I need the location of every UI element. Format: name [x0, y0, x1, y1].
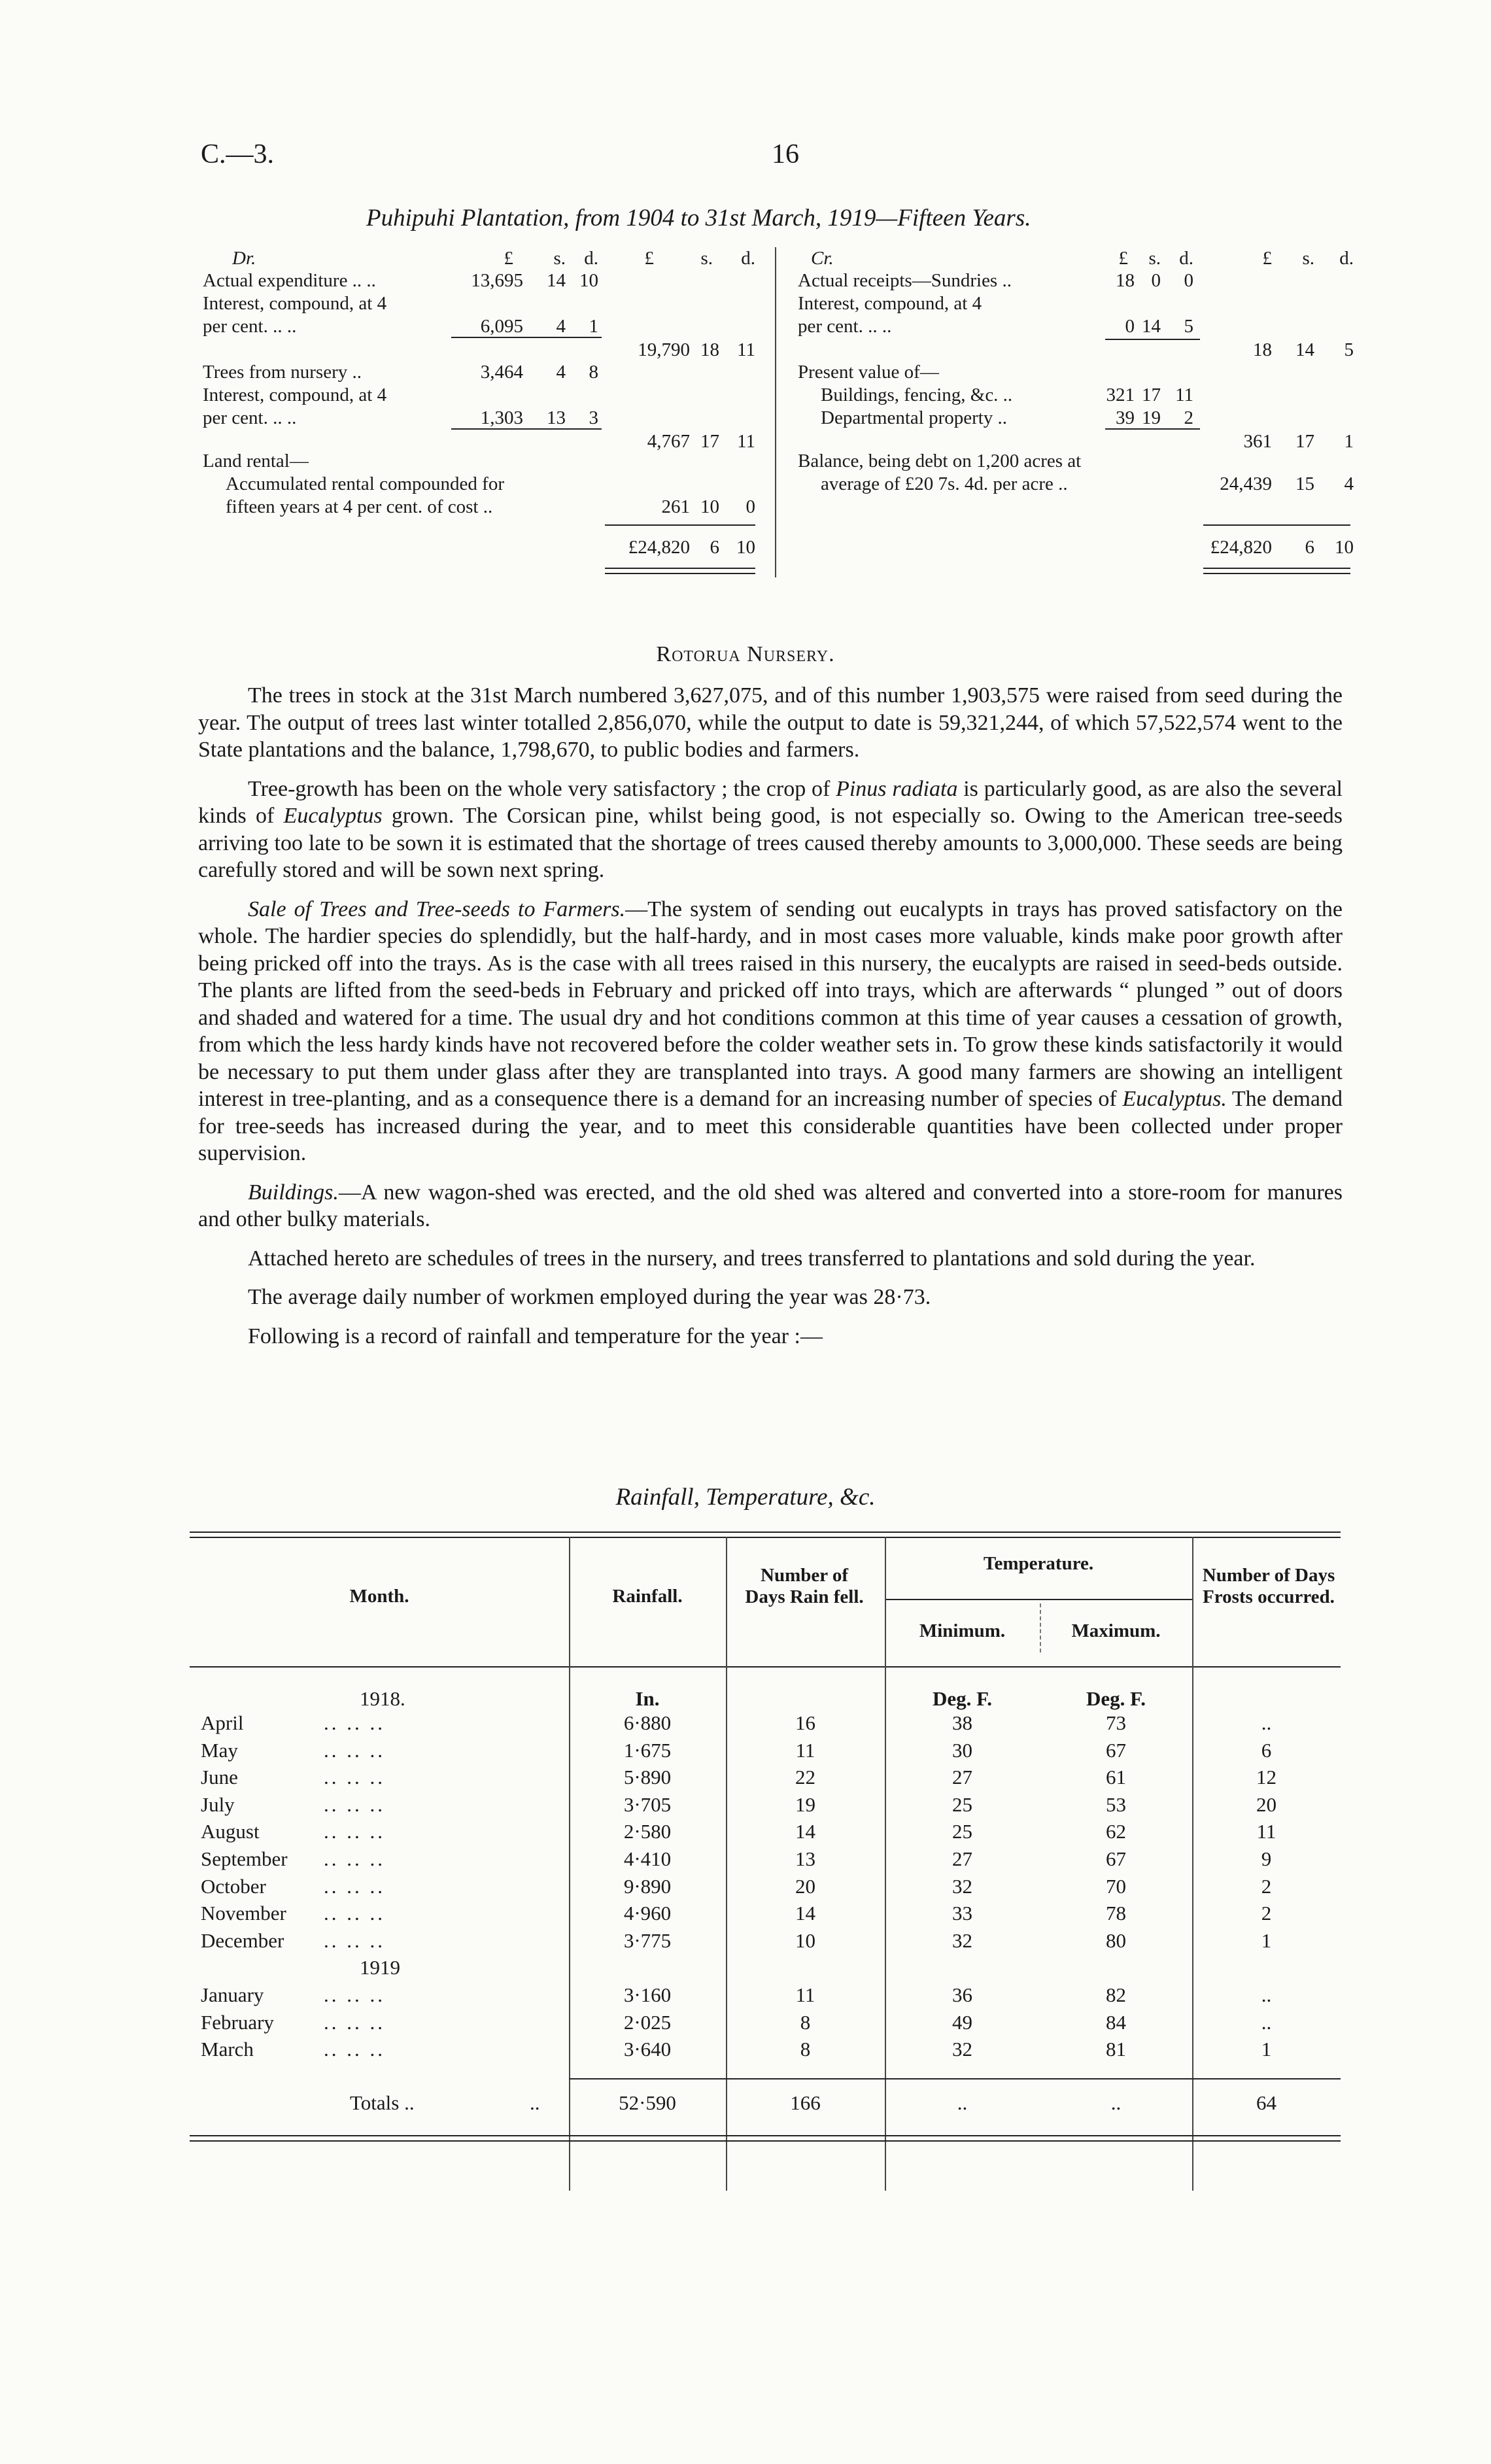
nursery-text: [198, 682, 1343, 1350]
credit-subtotal: 24,439: [1220, 473, 1272, 494]
cell-min: 25: [952, 1792, 972, 1816]
table-title: Rainfall, Temperature, &c.: [615, 1484, 876, 1511]
table-rule: [190, 1531, 1341, 1533]
cell-month: July: [201, 1792, 235, 1816]
cell-days: 16: [795, 1711, 815, 1734]
total-rainfall: 52·590: [619, 2091, 676, 2114]
leader-dots: .. .. ..: [324, 2038, 385, 2061]
leader-dots: .. .. ..: [324, 1983, 385, 2006]
cell-month: April: [201, 1711, 244, 1734]
cell-min: 49: [952, 2010, 972, 2034]
credit-subtotal-d: 4: [1344, 473, 1354, 494]
debit-line: per cent. .. ..: [203, 316, 297, 337]
cell-max: 62: [1106, 1820, 1126, 1843]
credit-line: Balance, being debt on 1,200 acres at: [798, 451, 1082, 471]
cell-month: February: [201, 2010, 274, 2034]
credit-line: Present value of—: [798, 362, 939, 383]
section-heading: Rotorua Nursery.: [656, 642, 835, 666]
credit-line: Buildings, fencing, &c. ..: [821, 385, 1013, 405]
table-rule: [190, 1537, 1341, 1538]
leader-dots: .. .. ..: [324, 1902, 385, 1925]
debit-amount-s: 4: [556, 362, 566, 383]
cell-max: 78: [1106, 1902, 1126, 1925]
debit-amount-d: 10: [579, 270, 598, 291]
credit-line: Departmental property ..: [821, 407, 1008, 428]
subsection-heading: Sale of Trees and Tree-seeds to Farmers.: [248, 897, 626, 921]
rule: [605, 524, 755, 526]
paragraph: The average daily number of workmen employed during the year was 28·73.: [248, 1285, 931, 1309]
credit-col-shillings: s.: [1148, 248, 1161, 269]
debit-line: Accumulated rental compounded for: [226, 473, 504, 494]
debit-col-shillings-2: s.: [700, 248, 713, 269]
debit-line: Interest, compound, at 4: [203, 385, 387, 405]
cell-min: 36: [952, 1983, 972, 2006]
double-rule: [1203, 568, 1350, 569]
cell-max: 80: [1106, 1928, 1126, 1952]
debit-col-pence: d.: [584, 248, 598, 269]
account-title: Puhipuhi Plantation, from 1904 to 31st March, 1919—Fifteen Years.: [366, 205, 1031, 231]
credit-subtotal: 361: [1243, 431, 1272, 452]
cell-rainfall: 4·410: [623, 1847, 672, 1870]
leader-dots: .. .. ..: [324, 1766, 385, 1789]
credit-col-shillings-2: s.: [1302, 248, 1314, 269]
debit-amount-d: 8: [589, 362, 598, 383]
double-rule: [605, 573, 755, 574]
debit-subtotal-s: 17: [700, 431, 719, 452]
cell-frosts: 2: [1261, 1874, 1272, 1898]
cell-frosts: 12: [1256, 1766, 1277, 1789]
cell-min: 32: [952, 2038, 972, 2061]
cell-frosts: 1: [1261, 2038, 1272, 2061]
cell-max: 53: [1106, 1792, 1126, 1816]
cell-min: 32: [952, 1928, 972, 1952]
credit-line: average of £20 7s. 4d. per acre ..: [821, 473, 1068, 494]
cell-frosts: 20: [1256, 1792, 1277, 1816]
credit-subtotal-s: 14: [1295, 339, 1314, 360]
unit-min: Deg. F.: [933, 1687, 992, 1710]
leader-dots: .. .. ..: [324, 1820, 385, 1843]
page-number: 16: [772, 139, 799, 169]
cell-month: March: [201, 2038, 254, 2061]
credit-amount-s: 14: [1142, 316, 1161, 337]
cell-days: 8: [800, 2010, 811, 2034]
cell-frosts: ..: [1261, 2010, 1272, 2034]
cell-days: 13: [795, 1847, 815, 1870]
debit-line: Trees from nursery ..: [203, 362, 362, 383]
table-rule: [885, 1599, 1192, 1600]
credit-total: £24,820: [1210, 537, 1272, 558]
credit-amount: 39: [1116, 407, 1135, 428]
total-frosts: 64: [1256, 2091, 1277, 2114]
credit-amount: 0: [1125, 316, 1135, 337]
cell-max: 61: [1106, 1766, 1126, 1789]
cell-rainfall: 5·890: [623, 1766, 672, 1789]
paragraph: Following is a record of rainfall and temperature for the year :—: [248, 1324, 823, 1348]
debit-subtotal-d: 0: [746, 496, 755, 517]
cell-rainfall: 2·580: [623, 1820, 672, 1843]
debit-subtotal: 261: [661, 496, 690, 517]
unit-rainfall: In.: [635, 1687, 660, 1710]
cell-month: May: [201, 1738, 238, 1762]
debit-amount-d: 1: [589, 316, 598, 337]
rule: [1203, 524, 1350, 526]
cell-min: 33: [952, 1902, 972, 1925]
debit-total-d: 10: [736, 537, 755, 558]
debit-col-pence-2: d.: [741, 248, 755, 269]
rule: [451, 337, 602, 338]
cell-days: 22: [795, 1766, 815, 1789]
paragraph: Attached hereto are schedules of trees in the nursery, and trees transferred to plantations and sold during the year.: [248, 1246, 1256, 1271]
credit-col-pounds: £: [1118, 248, 1128, 269]
credit-col-pounds-2: £: [1262, 248, 1272, 269]
double-rule: [1203, 573, 1350, 574]
cell-max: 67: [1106, 1738, 1126, 1762]
cell-rainfall: 9·890: [623, 1874, 672, 1898]
credit-amount-d: 2: [1184, 407, 1193, 428]
credit-line: Actual receipts—Sundries ..: [798, 270, 1012, 291]
header-month: Month.: [349, 1586, 409, 1607]
cell-rainfall: 3·775: [623, 1928, 672, 1952]
species-name: Eucalyptus.: [1122, 1087, 1227, 1111]
cell-days: 10: [795, 1928, 815, 1952]
cell-days: 11: [795, 1983, 815, 2006]
paragraph-text: Tree-growth has been on the whole very satisfactory ; the crop of: [248, 776, 836, 801]
leader-dots: .. .. ..: [324, 1792, 385, 1816]
debit-line: per cent. .. ..: [203, 407, 297, 428]
cell-min: 25: [952, 1820, 972, 1843]
cell-max: 67: [1106, 1847, 1126, 1870]
leader-dots: .. .. ..: [324, 1738, 385, 1762]
cell-days: 20: [795, 1874, 815, 1898]
debit-col-pounds-2: £: [644, 248, 654, 269]
cell-month: June: [201, 1766, 238, 1789]
paragraph-text: —A new wagon-shed was erected, and the old shed was altered and converted into a store-room for manures and other bulky materials.: [198, 1180, 1343, 1231]
debit-amount-s: 13: [547, 407, 566, 428]
species-name: Eucalyptus: [283, 804, 383, 828]
credit-amount-d: 5: [1184, 316, 1193, 337]
cell-month: August: [201, 1820, 260, 1843]
debit-total-s: 6: [710, 537, 719, 558]
debit-line: Land rental—: [203, 451, 309, 471]
paragraph: [198, 1179, 1343, 1233]
debit-total: £24,820: [628, 537, 690, 558]
total-days: 166: [790, 2091, 821, 2114]
debit-subtotal: 4,767: [647, 431, 690, 452]
debit-subtotal: 19,790: [638, 339, 690, 360]
cell-days: 14: [795, 1820, 815, 1843]
credit-col-pence: d.: [1179, 248, 1193, 269]
cell-frosts: 9: [1261, 1847, 1272, 1870]
cell-min: 38: [952, 1711, 972, 1734]
cell-month: December: [201, 1928, 284, 1952]
year-label: 1918.: [360, 1687, 405, 1710]
header-rainfall: Rainfall.: [612, 1586, 683, 1607]
cell-frosts: 2: [1261, 1902, 1272, 1925]
credit-amount: 321: [1106, 385, 1135, 405]
debit-amount-s: 14: [547, 270, 566, 291]
cell-max: 82: [1106, 1983, 1126, 2006]
credit-total-d: 10: [1335, 537, 1354, 558]
table-rule: [190, 2135, 1341, 2136]
total-max: ..: [1110, 2091, 1122, 2114]
debit-subtotal-d: 11: [737, 431, 755, 452]
rule: [1105, 339, 1200, 340]
credit-amount-s: 17: [1142, 385, 1161, 405]
paragraph-text: grown. The Corsican pine, whilst being good, is not especially so. Owing to the American tree-seeds arriving too late to be sown it is estimated that the shortage of trees caused thereby amounts to 3,000,000. These seeds are being carefully stored and will be sown next spring.: [198, 804, 1343, 882]
debit-amount: 1,303: [480, 407, 523, 428]
cell-max: 70: [1106, 1874, 1126, 1898]
credit-col-pence-2: d.: [1339, 248, 1354, 269]
cell-month: September: [201, 1847, 288, 1870]
paragraph: [198, 896, 1343, 1167]
debit-amount: 3,464: [480, 362, 523, 383]
credit-subtotal-d: 1: [1344, 431, 1354, 452]
cell-max: 73: [1106, 1711, 1126, 1734]
cell-days: 19: [795, 1792, 815, 1816]
debit-amount-s: 4: [556, 316, 566, 337]
cell-month: January: [201, 1983, 264, 2006]
credit-subtotal-s: 17: [1295, 431, 1314, 452]
cell-month: October: [201, 1874, 266, 1898]
header-temperature: Temperature.: [983, 1553, 1094, 1574]
cell-min: 30: [952, 1738, 972, 1762]
cell-rainfall: 6·880: [623, 1711, 672, 1734]
cell-days: 11: [795, 1738, 815, 1762]
header-days-rain: Number of Days Rain fell.: [745, 1565, 864, 1607]
cell-days: 14: [795, 1902, 815, 1925]
credit-subtotal: 18: [1253, 339, 1272, 360]
header-maximum: Maximum.: [1071, 1620, 1161, 1641]
cell-rainfall: 2·025: [623, 2010, 672, 2034]
cell-rainfall: 3·705: [623, 1792, 672, 1816]
leader-dots: .. .. ..: [324, 1847, 385, 1870]
subsection-heading: Buildings.: [248, 1180, 339, 1205]
account-divider: [775, 247, 776, 577]
debit-col-pounds: £: [504, 248, 513, 269]
table-rule: [569, 2078, 1341, 2079]
leader-dots: .. .. ..: [324, 1874, 385, 1898]
credit-line: per cent. .. ..: [798, 316, 892, 337]
debit-line: Interest, compound, at 4: [203, 293, 387, 314]
series-reference: C.—3.: [201, 139, 275, 169]
species-name: Pinus radiata: [836, 776, 958, 801]
debit-line: Actual expenditure .. ..: [203, 270, 376, 291]
cell-days: 8: [800, 2038, 811, 2061]
credit-amount: 18: [1116, 270, 1135, 291]
paragraph-text: The demand for tree-seeds has increased during the year, and to meet this considerable quantities have been collected under proper supervision.: [198, 1087, 1343, 1165]
cell-frosts: 11: [1256, 1820, 1277, 1843]
cell-rainfall: 3·640: [623, 2038, 672, 2061]
credit-amount-d: 11: [1175, 385, 1193, 405]
cell-frosts: ..: [1261, 1711, 1272, 1734]
double-rule: [605, 568, 755, 569]
cell-month: November: [201, 1902, 286, 1925]
cell-max: 84: [1106, 2010, 1126, 2034]
credit-amount-s: 0: [1151, 270, 1161, 291]
credit-subtotal-s: 15: [1295, 473, 1314, 494]
cell-min: 32: [952, 1874, 972, 1898]
debit-amount-d: 3: [589, 407, 598, 428]
rule: [451, 428, 602, 430]
rule: [1105, 428, 1200, 430]
leader-dots: .. .. ..: [324, 2010, 385, 2034]
cell-frosts: 1: [1261, 1928, 1272, 1952]
cell-max: 81: [1106, 2038, 1126, 2061]
leader-dots: .. .. ..: [324, 1928, 385, 1952]
total-min: ..: [957, 2091, 968, 2114]
debit-subtotal-s: 18: [700, 339, 719, 360]
cell-rainfall: 4·960: [623, 1902, 672, 1925]
credit-amount-s: 19: [1142, 407, 1161, 428]
credit-amount-d: 0: [1184, 270, 1193, 291]
cell-rainfall: 1·675: [623, 1738, 672, 1762]
paragraph: The trees in stock at the 31st March numbered 3,627,075, and of this number 1,903,575 were raised from seed during the year. The output of trees last winter totalled 2,856,070, while the output to date is 59,321,244, of which 57,522,574 went to the State plantations and the balance, 1,798,670, to public bodies and farmers.: [198, 683, 1343, 762]
debit-amount: 13,695: [471, 270, 523, 291]
table-rule: [190, 1666, 1341, 1668]
credit-total-s: 6: [1305, 537, 1314, 558]
debit-amount: 6,095: [480, 316, 523, 337]
paragraph-text: is particularly good, as are also the several kinds of: [198, 776, 1343, 828]
cell-frosts: ..: [1261, 1983, 1272, 2006]
unit-max: Deg. F.: [1086, 1687, 1146, 1710]
cell-min: 27: [952, 1847, 972, 1870]
header-minimum: Minimum.: [919, 1620, 1006, 1641]
debit-line: fifteen years at 4 per cent. of cost ..: [226, 496, 493, 517]
cell-min: 27: [952, 1766, 972, 1789]
debit-subtotal-s: 10: [700, 496, 719, 517]
debit-col-shillings: s.: [553, 248, 566, 269]
header-frosts: Number of Days Frosts occurred.: [1202, 1565, 1335, 1607]
leader-dots: .. .. ..: [324, 1711, 385, 1734]
credit-line: Interest, compound, at 4: [798, 293, 982, 314]
debit-heading: Dr.: [232, 248, 256, 269]
paragraph: [198, 776, 1343, 884]
cell-frosts: 6: [1261, 1738, 1272, 1762]
table-rule: [190, 2140, 1341, 2142]
leader-dots: ..: [530, 2091, 540, 2114]
year-label: 1919: [360, 1956, 400, 1979]
debit-subtotal-d: 11: [737, 339, 755, 360]
totals-label: Totals ..: [350, 2091, 415, 2114]
cell-rainfall: 3·160: [623, 1983, 672, 2006]
credit-subtotal-d: 5: [1344, 339, 1354, 360]
credit-heading: Cr.: [811, 248, 834, 269]
paragraph-text: —The system of sending out eucalypts in trays has proved satisfactory on the whole. The hardier species do splendidly, but the half-hardy, and in most cases more valuable, kinds make poor growth after being pricked off into the trays. As is the case with all trees raised in this nursery, the eucalypts are raised in seed-beds outside. The plants are lifted from the seed-beds in February and pricked off into trays, which are afterwards “ plunged ” out of doors and shaded and watered for a time. The usual dry and hot conditions common at this time of year causes a cessation of growth, from which the less hardy kinds have not recovered before the colder weather sets in. To grow these kinds satisfactorily it would be necessary to put them under glass after they are transplanted into trays. A good many farmers are showing an intelligent interest in tree-planting, and as a consequence there is a demand for an increasing number of species of: [198, 897, 1343, 1111]
